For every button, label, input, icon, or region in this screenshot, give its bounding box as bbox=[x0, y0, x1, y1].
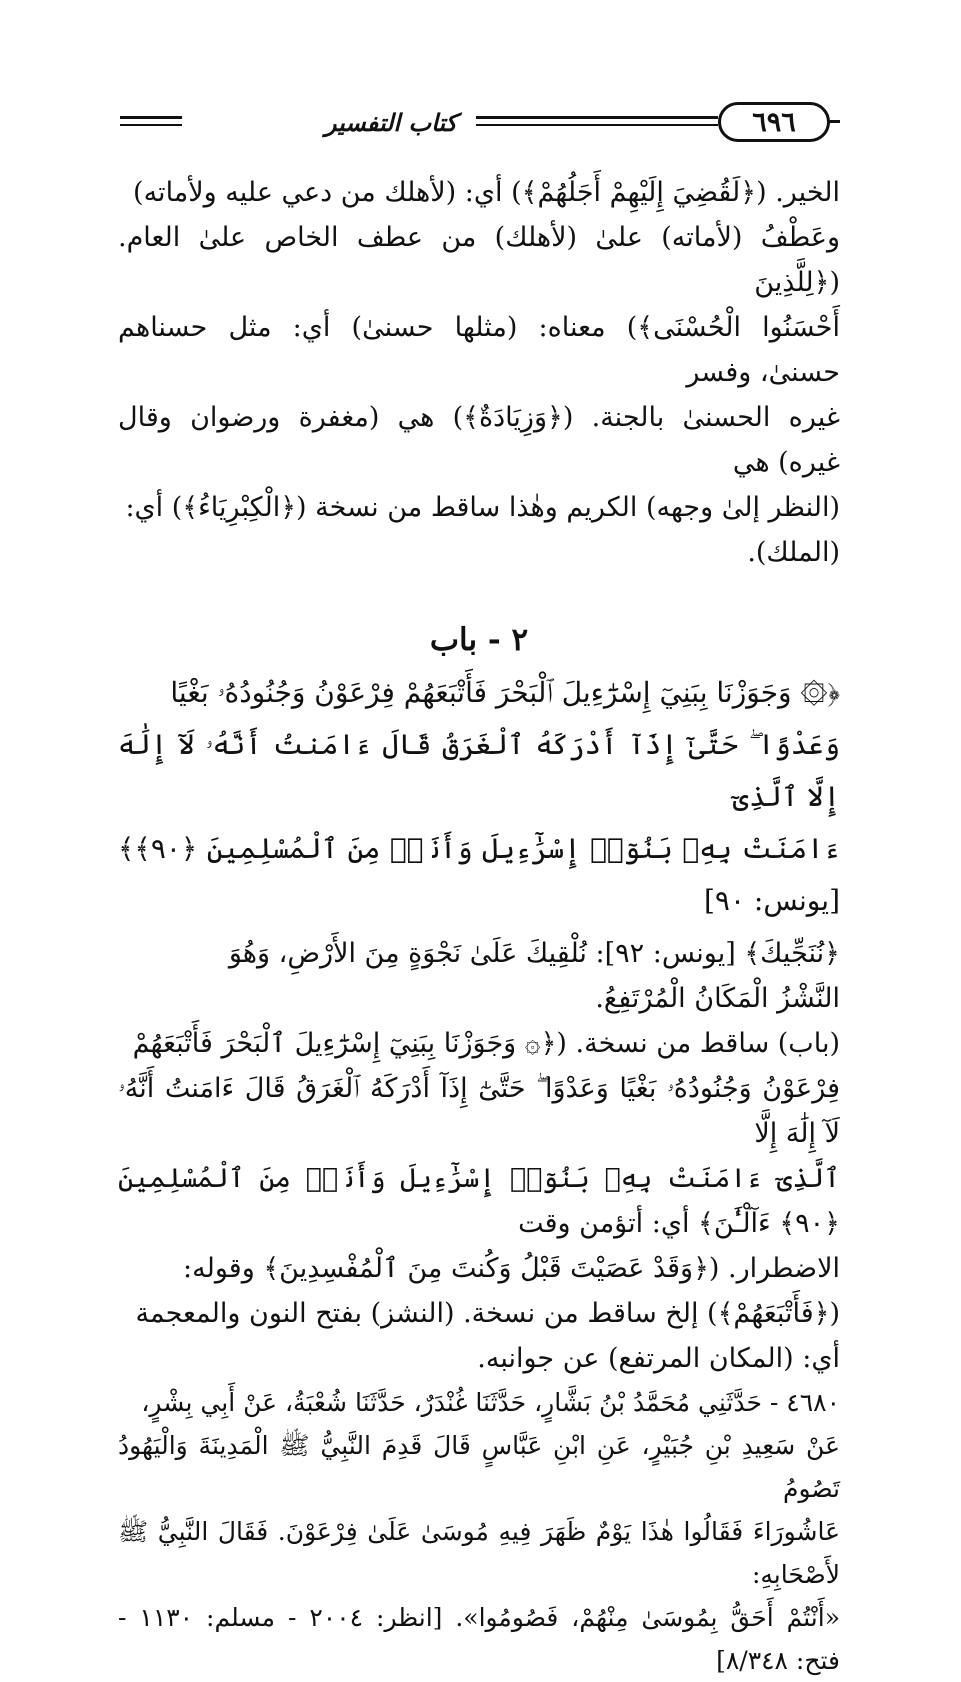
text-line: (الملك). bbox=[747, 537, 840, 568]
text-line: (النظر إلىٰ وجهه) الكريم وهٰذا ساقط من نسخة (﴿الْكِبْرِيَاءُ﴾) أي: bbox=[125, 492, 840, 523]
verse-line: ءَامَنَتْ بِهِۦ بَنُوٓا۟ إِسْرَٰٓءِيلَ وَأَنَا۠ مِنَ ٱلْمُسْلِمِينَ ﴿٩٠﴾﴾ [يونس: ٩٠] bbox=[118, 832, 840, 917]
hadith-paragraph bbox=[118, 1381, 840, 1682]
text-line: أي: (المكان المرتفع) عن جوانبه. bbox=[477, 1343, 840, 1374]
header-rule-left-lower bbox=[120, 124, 182, 126]
commentary-paragraph bbox=[118, 1021, 840, 1381]
verse-line: وَعَدْوًا ۖ حَتَّىٰٓ إِذَآ أَدْرَكَهُ ٱلْغَرَقُ قَالَ ءَامَنتُ أَنَّهُۥ لَآ إِلَٰهَ إِلَّا ٱلَّذِىٓ bbox=[118, 728, 840, 813]
text-line: ﴿نُنَجِّيكَ﴾ [يونس: ٩٢]: نُلْقِيكَ عَلَىٰ نَجْوَةٍ مِنَ الأَرْضِ، وَهُوَ bbox=[228, 938, 840, 969]
text-line: (باب) ساقط من نسخة. (﴿۞ وَجَوَزْنَا بِبَنِيٓ إِسْرَٰٓءِيلَ ٱلْبَحْرَ فَأَتْبَعَهُمْ bbox=[132, 1028, 840, 1059]
book-title: كتاب التفسير bbox=[306, 102, 476, 142]
text-line: وعَطْفُ (لأماته) علىٰ (لأهلك) من عطف الخاص علىٰ العام. (﴿لِلَّذِينَ bbox=[118, 222, 840, 298]
header-rule-left bbox=[120, 116, 182, 119]
text-line: النَّشْزُ الْمَكَانُ الْمُرْتَفِعُ. bbox=[595, 983, 840, 1014]
text-line: الخير. (﴿لَقُضِيَ إِلَيْهِمْ أَجَلُهُمْ﴾) أي: (لأهلك من دعي عليه ولأماته) bbox=[133, 177, 840, 208]
page-number: ٦٩٦ bbox=[718, 102, 830, 142]
text-line: أَحْسَنُوا الْحُسْنَى﴾) معناه: (مثلها حسنىٰ) أي: مثل حسناهم حسنىٰ، وفسر bbox=[118, 312, 840, 388]
quran-verse bbox=[118, 667, 840, 927]
hadith-line: «أَنْتُمْ أَحَقُّ بِمُوسَىٰ مِنْهُمْ، فَصُومُوا». [انظر: ٢٠٠٤ - مسلم: ١١٣٠ - فتح: ٨/٣٤٨] bbox=[118, 1603, 840, 1675]
verse-line: ﴿۞ وَجَوَزْنَا بِبَنِيٓ إِسْرَٰٓءِيلَ ٱلْبَحْرَ فَأَتْبَعَهُمْ فِرْعَوْنُ وَجُنُودُهُۥ بَغْيًا bbox=[170, 676, 840, 709]
hadith-line: عَنْ سَعِيدِ بْنِ جُبَيْرٍ، عَنِ ابْنِ عَبَّاسٍ قَالَ قَدِمَ النَّبِيُّ ﷺ الْمَدِينَةَ وَالْيَهُودُ تَصُومُ bbox=[118, 1431, 840, 1503]
text-line: ٱلَّذِىٓ ءَامَنَتْ بِهِۦ بَنُوٓا۟ إِسْرَٰٓءِيلَ وَأَنَا۠ مِنَ ٱلْمُسْلِمِينَ ﴿٩٠﴾ ءَآلْـَٰٔنَ﴾ أي: أتؤمن وقت bbox=[118, 1163, 840, 1239]
hadith-line: ٤٦٨٠ - حَدَّثَنِي مُحَمَّدُ بْنُ بَشَّارٍ، حَدَّثَنَا غُنْدَرٌ، حَدَّثَنَا شُعْبَةُ، عَنْ أَبِي بِشْرٍ، bbox=[141, 1388, 840, 1417]
explanation-paragraph bbox=[118, 931, 840, 1021]
text-line: غيره الحسنىٰ بالجنة. (﴿وَزِيَادَةٌ﴾) هي (مغفرة ورضوان وقال غيره) هي bbox=[118, 402, 840, 478]
chapter-heading: ٢ - باب bbox=[429, 622, 529, 658]
text-body bbox=[118, 170, 840, 1682]
text-line: فِرْعَوْنُ وَجُنُودُهُۥ بَغْيًا وَعَدْوًا ۖ حَتَّىٰٓ إِذَآ أَدْرَكَهُ ٱلْغَرَقُ قَالَ ءَامَنتُ أَنَّهُۥ لَآ إِلَٰهَ إِلَّا bbox=[118, 1073, 840, 1149]
text-line: (﴿فَأَتْبَعَهُمْ﴾) إلخ ساقط من نسخة. (النشز) بفتح النون والمعجمة bbox=[135, 1298, 840, 1329]
hadith-line: عَاشُورَاءَ فَقَالُوا هٰذَا يَوْمٌ ظَهَرَ فِيهِ مُوسَىٰ عَلَىٰ فِرْعَوْنَ. فَقَالَ النَّبِيُّ ﷺ لأَصْحَابِهِ: bbox=[118, 1517, 840, 1589]
running-header bbox=[118, 96, 838, 160]
text-line: الاضطرار. (﴿وَقَدْ عَصَيْتَ قَبْلُ وَكُنتَ مِنَ ٱلْمُفْسِدِينَ﴾ وقوله: bbox=[183, 1253, 840, 1284]
intro-paragraph bbox=[118, 170, 840, 575]
